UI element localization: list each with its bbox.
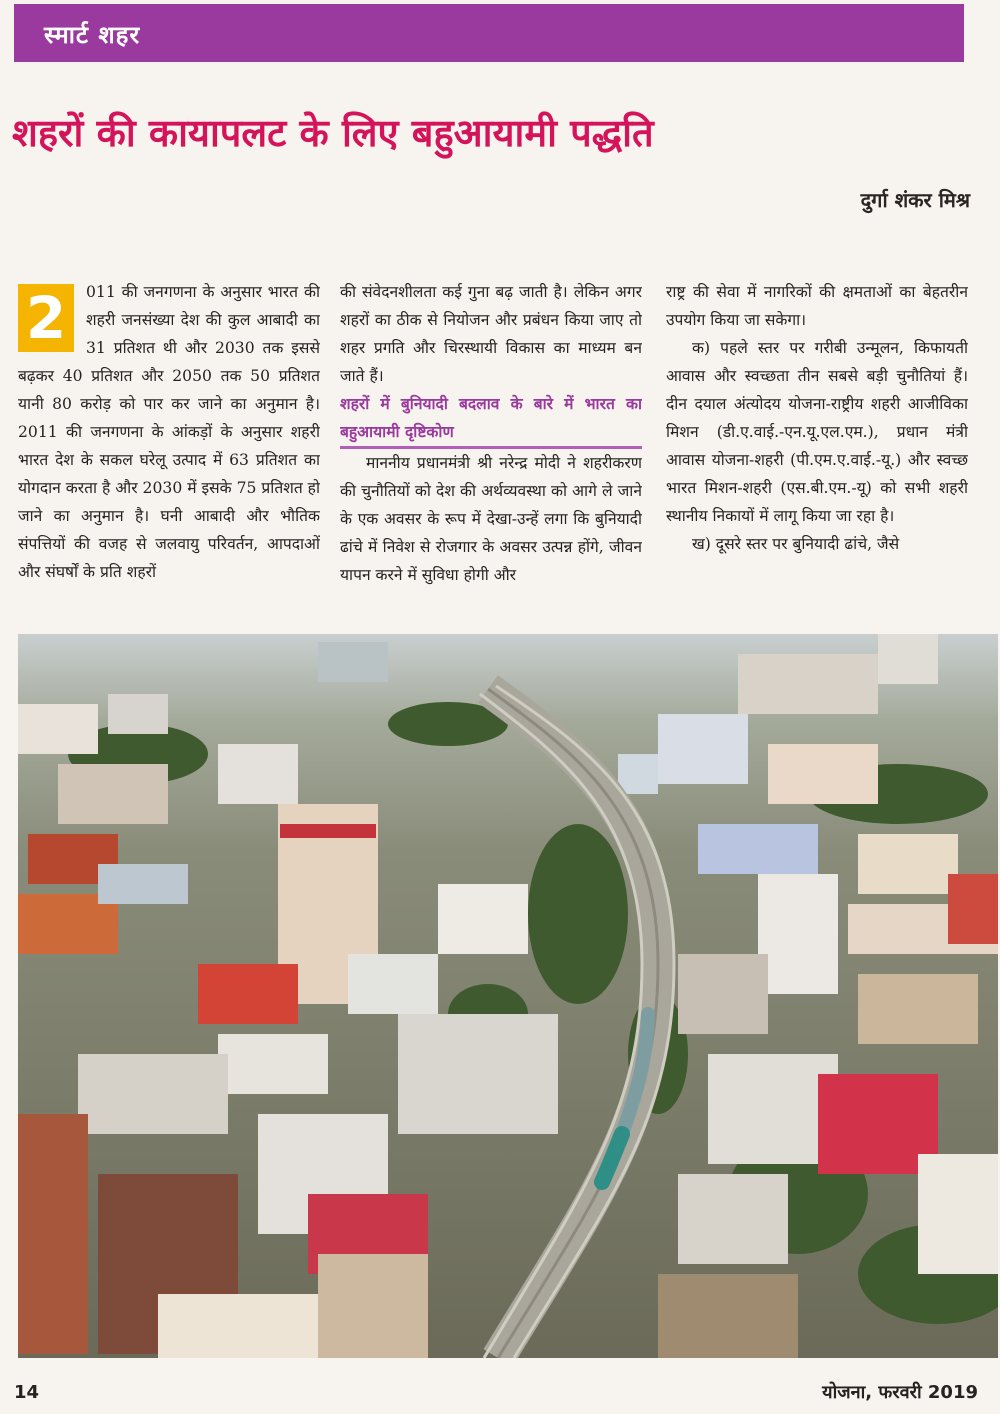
- paragraph-level-two: ख) दूसरे स्तर पर बुनियादी ढांचे, जैसे: [692, 535, 900, 553]
- magazine-issue: योजना, फरवरी 2019: [822, 1382, 978, 1403]
- city-metro-photo: [18, 634, 998, 1358]
- section-label: स्मार्ट शहर: [44, 21, 141, 49]
- paragraph-citizens: राष्ट्र की सेवा में नागरिकों की क्षमताओं का बेहतरीन उपयोग किया जा सकेगा।: [666, 283, 968, 329]
- section-subheading: शहरों में बुनियादी बदलाव के बारे में भारत का बहुआयामी दृष्टिकोण: [340, 390, 642, 449]
- column-2: [340, 278, 642, 638]
- column-3: [666, 278, 968, 638]
- article-title: शहरों की कायापलट के लिए बहुआयामी पद्धति: [12, 111, 654, 155]
- aerial-city-illustration: [18, 634, 998, 1358]
- drop-cap: 2: [18, 284, 74, 352]
- paragraph-pm-vision: माननीय प्रधानमंत्री श्री नरेन्द्र मोदी ने शहरीकरण की चुनौतियों को देश की अर्थव्यवस्था को आगे ले जाने के एक अवसर के रूप में देखा-उन्हें लगा कि बुनियादी ढांचे में निवेश से रोजगार के अवसर उत्पन्न होंगे, जीवन यापन करने में सुविधा होगी और: [340, 454, 642, 584]
- column-1: [18, 278, 320, 638]
- paragraph-continuation: की संवेदनशीलता कई गुना बढ़ जाती है। लेकिन अगर शहरों का ठीक से नियोजन और प्रबंधन किया जाए तो शहर प्रगति और चिरस्थायी विकास का माध्यम बन जाते हैं।: [340, 283, 642, 385]
- section-banner: [14, 4, 964, 62]
- paragraph-intro: 011 की जनगणना के अनुसार भारत की शहरी जनसंख्या देश की कुल आबादी का 31 प्रतिशत थी और 2030 तक इससे बढ़कर 40 प्रतिशत और 2050 तक 50 प्रतिशत यानी 80 करोड़ को पार कर जाने का अनुमान है। 2011 की जनगणना के आंकड़ों के अनुसार शहरी भारत देश के सकल घरेलू उत्पाद में 63 प्रतिशत का योगदान करता है और 2030 में इसके 75 प्रतिशत हो जाने का अनुमान है। घनी आबादी और भौतिक संपत्तियों की वजह से जलवायु परिवर्तन, आपदाओं और संघर्षों के प्रति शहरों: [18, 283, 320, 581]
- author-byline: दुर्गा शंकर मिश्र: [860, 188, 970, 212]
- paragraph-level-one: क) पहले स्तर पर गरीबी उन्मूलन, किफायती आवास और स्वच्छता तीन सबसे बड़ी चुनौतियां हैं। दीन दयाल अंत्योदय योजना-राष्ट्रीय शहरी आजीविका मिशन (डी.ए.वाई.-एन.यू.एल.एम.), प्रधान मंत्री आवास योजना-शहरी (पी.एम.ए.वाई.-यू.) और स्वच्छ भारत मिशन-शहरी (एस.बी.एम.-यू) को सभी शहरी स्थानीय निकायों में लागू किया जा रहा है।: [666, 339, 968, 525]
- page-number: 14: [14, 1382, 40, 1403]
